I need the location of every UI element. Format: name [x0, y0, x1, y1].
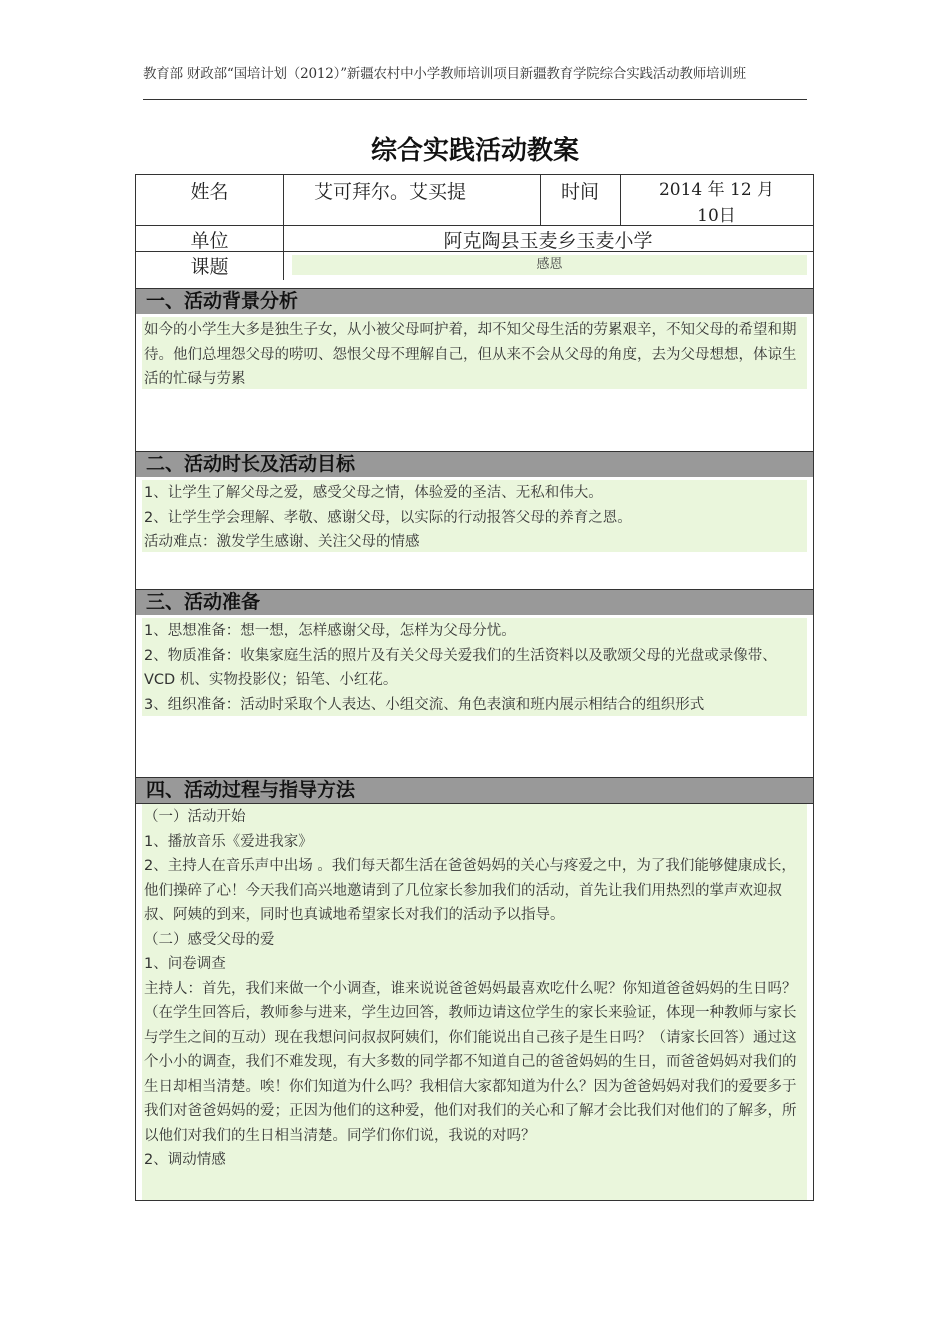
section-background-body [142, 317, 807, 389]
section-preparation-body [142, 618, 807, 716]
paragraph: 2、主持人在音乐声中出场 。我们每天都生活在爸爸妈妈的关心与疼爱之中，为了我们能够健康成长，他们操碎了心！今天我们高兴地邀请到了几位家长参加我们的活动，首先让我们用热烈的掌声欢迎叔叔、阿姨的到来，同时也真诚地希望家长对我们的活动予以指导。 [144, 858, 796, 923]
section-process-heading: 四、活动过程与指导方法 [136, 778, 813, 803]
time-value-line2: 10日 [697, 206, 736, 226]
name-label: 姓名 [190, 181, 229, 203]
header-rule [143, 99, 807, 100]
time-value [620, 177, 813, 229]
paragraph: 主持人：首先，我们来做一个小调查，谁来说说爸爸妈妈最喜欢吃什么呢？你知道爸爸妈妈的生日吗？（在学生回答后，教师参与进来，学生边回答，教师边请这位学生的家长来验证，体现一种教师与家长与学生之间的互动）现在我想问问叔叔阿姨们，你们能说出自己孩子是生日吗？（请家长回答）通过这个小小的调查，我们不难发现，有大多数的同学都不知道自己的爸爸妈妈的生日，而爸爸妈妈对我们的生日却相当清楚。唉！你们知道为什么吗？我相信大家都知道为什么？因为爸爸妈妈对我们的爱要多于我们对爸爸妈妈的爱；正因为他们的这种爱，他们对我们的关心和了解才会比我们对他们的了解多，所以他们对我们的生日相当清楚。同学们你们说，我说的对吗？ [144, 980, 797, 1144]
topic-label: 课题 [190, 256, 229, 278]
paragraph: 1、问卷调查 [144, 956, 226, 972]
section-process-body [142, 804, 807, 1200]
lesson-plan-table [135, 174, 814, 1201]
paragraph: 如今的小学生大多是独生子女，从小被父母呵护着，却不知父母生活的劳累艰辛，不知父母的希望和期待。他们总埋怨父母的唠叨、怨恨父母不理解自己，但从来不会从父母的角度，去为父母想想，体谅生活的忙碌与劳累 [144, 322, 797, 387]
topic-value: 感恩 [292, 255, 807, 275]
section-background-heading: 一、活动背景分析 [136, 289, 813, 314]
unit-value: 阿克陶县玉麦乡玉麦小学 [443, 230, 653, 252]
time-label: 时间 [560, 181, 599, 203]
paragraph: 2、让学生学会理解、孝敬、感谢父母，以实际的行动报答父母的养育之恩。 [144, 509, 632, 526]
paragraph: 1、思想准备：想一想，怎样感谢父母，怎样为父母分忧。 [144, 623, 516, 639]
section-goals-body [142, 480, 807, 552]
paragraph: （二）感受父母的爱 [144, 931, 275, 948]
paragraph: （一）活动开始 [144, 809, 246, 825]
section-preparation-heading: 三、活动准备 [136, 590, 813, 615]
unit-label: 单位 [190, 230, 229, 252]
paragraph: 2、物质准备：收集家庭生活的照片及有关父母关爱我们的生活资料以及歌颂父母的光盘或录像带、VCD 机、实物投影仪；铅笔、小红花。 [144, 647, 777, 688]
row-divider [136, 288, 813, 289]
paragraph: 1、播放音乐《爱进我家》 [144, 833, 313, 850]
document-title: 综合实践活动教案 [370, 136, 579, 166]
time-value-line1: 2014 年 12 月 [658, 180, 775, 200]
paragraph: 3、组织准备：活动时采取个人表达、小组交流、角色表演和班内展示相结合的组织形式 [144, 696, 705, 713]
paragraph: 活动难点：激发学生感谢、关注父母的情感 [144, 534, 420, 550]
name-value: 艾可拜尔。艾买提 [314, 181, 467, 203]
paragraph: 2、调动情感 [144, 1152, 226, 1168]
section-goals-heading: 二、活动时长及活动目标 [136, 452, 813, 477]
paragraph: 1、让学生了解父母之爱，感受父母之情，体验爱的圣洁、无私和伟大。 [144, 485, 603, 501]
page-header: 教育部 财政部“国培计划（2012）”新疆农村中小学教师培训项目新疆教育学院综合实践活动教师培训班 [143, 66, 746, 82]
